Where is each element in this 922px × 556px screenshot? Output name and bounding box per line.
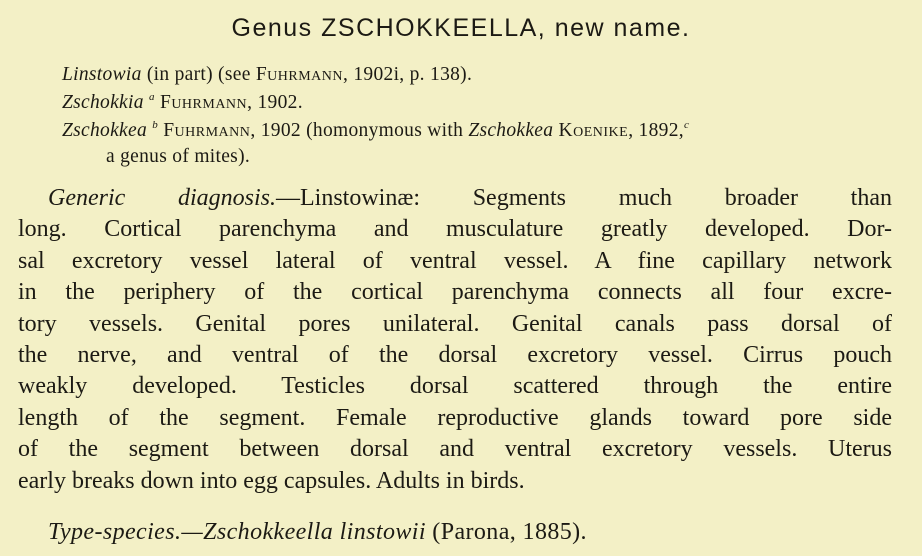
homonym-author: Koenike (558, 120, 629, 141)
synonym-line-1: Linstowia (in part) (see Fuhrmann, 1902i, p. 138). (62, 64, 473, 85)
synonym-genus: Zschokkia (62, 92, 144, 113)
synonym-genus: Zschokkea (62, 120, 148, 141)
synonym-author: Fuhrmann (163, 120, 251, 141)
type-species-name: Zschokkeella linstowii (203, 519, 426, 545)
synonym-continuation: a genus of mites). (106, 146, 251, 167)
diagnosis-line: early breaks down into egg capsules. Adults in birds. (18, 467, 525, 494)
type-species-label: Type-species. (48, 519, 182, 545)
footnote-marker: a (148, 91, 155, 103)
diagnosis-line: in the periphery of the cortical parenchyma connects all four excre- (18, 279, 892, 306)
diagnosis-line: Generic diagnosis.—Linstowinæ: Segments much broader than (48, 185, 892, 211)
type-species-authority: (Parona, 1885). (425, 519, 587, 545)
footnote-marker: b (152, 119, 159, 131)
diagnosis-line: weakly developed. Testicles dorsal scattered through the entire (18, 373, 892, 400)
type-species: Type-species.—Zschokkeella linstowii (Parona, 1885). (48, 519, 587, 545)
generic-diagnosis (18, 183, 892, 497)
diagnosis-line: tory vessels. Genital pores unilateral. Genital canals pass dorsal of (18, 310, 892, 337)
synonym-author: Fuhrmann (255, 64, 344, 85)
diagnosis-line: of the segment between dorsal and ventral excretory vessels. Uterus (18, 436, 892, 463)
synonym-genus: Linstowia (62, 64, 142, 85)
synonym-line-3: Zschokkea $^b$ Fuhrmann, 1902 (homonymous with Zschokkea Koenike, 1892,$^c$ a genus of mites). (62, 118, 689, 170)
diagnosis-line: length of the segment. Female reproductive glands toward pore side (18, 404, 892, 431)
diagnosis-line: sal excretory vessel lateral of ventral vessel. A fine capillary network (18, 247, 892, 274)
synonym-author: Fuhrmann (159, 92, 248, 113)
diagnosis-line: the nerve, and ventral of the dorsal excretory vessel. Cirrus pouch (18, 341, 892, 368)
genus-heading: Genus ZSCHOKKEELLA, new name. (231, 14, 691, 42)
diagnosis-line: long. Cortical parenchyma and musculature greatly developed. Dor- (18, 216, 892, 243)
diagnosis-label: Generic diagnosis. (48, 185, 276, 211)
footnote-marker: c (683, 119, 690, 131)
homonym-genus: Zschokkea (468, 120, 554, 141)
synonym-line-2: Zschokkia $^a$ Fuhrmann, 1902. (62, 91, 303, 113)
